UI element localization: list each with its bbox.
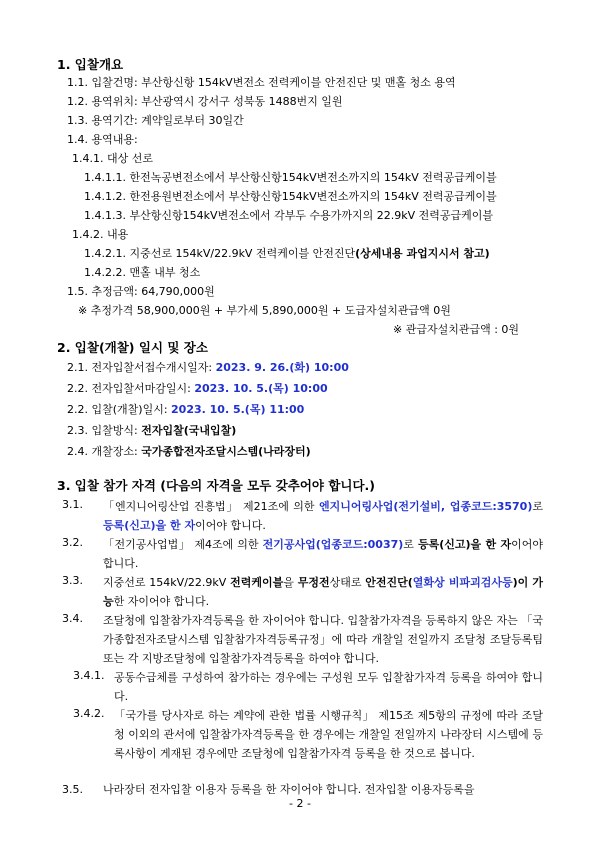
supply-note: ※ 관급자설치관급액 : 0원 [393,323,520,336]
item-2-5: 2.4. 개찰장소: 국가종합전자조달시스템(나라장터) [67,445,311,458]
bid-method: 전자입찰(국내입찰) [141,424,237,437]
item-1-4-2-2: 1.4.2.2. 맨홀 내부 청소 [84,266,201,279]
item-1-4-1-1: 1.4.1.1. 한전녹공변전소에서 부산항신항154kV변전소까지의 154kV 전력공급케이블 [84,171,497,184]
item-1-4-2-1: 1.4.2.1. 지중선로 154kV/22.9kV 전력케이블 안전진단(상세내용 과업지시서 참고) [84,247,490,260]
section-3-heading: 3. 입찰 참가 자격 (다음의 자격을 모두 갖추어야 합니다.) [57,478,376,493]
item-1-4-2: 1.4.2. 내용 [72,228,129,241]
item-2-1: 2.1. 전자입찰서접수개시일자: 2023. 9. 26.(화) 10:00 [67,361,349,374]
item-1-4-2-1-ref: (상세내용 과업지시서 참고) [355,247,490,260]
item-3-5-number: 3.5. [62,783,83,796]
price-note: ※ 추정가격 58,900,000원 + 부가세 5,890,000원 + 도급자설치관급액 0원 [78,304,451,317]
item-3-4-1-number: 3.4.1. [73,669,105,682]
opening-place: 국가종합전자조달시스템(나라장터) [141,445,311,458]
item-1-4: 1.4. 용역내용: [67,133,138,146]
item-2-4: 2.3. 입찰방식: 전자입찰(국내입찰) [67,424,237,437]
bid-open-date: 2023. 9. 26.(화) 10:00 [215,361,349,374]
item-1-4-1-2: 1.4.1.2. 한전용원변전소에서 부산항신항154kV변전소까지의 154kV 전력공급케이블 [84,190,497,203]
item-3-4-2-number: 3.4.2. [73,707,105,720]
page-number: - 2 - [289,797,311,810]
item-3-1: 「엔지니어링산업 진흥법」 제21조에 의한 엔지니어링사업(전기설비, 업종코드:3570)로 등록(신고)을 한 자이어야 합니다. [103,500,543,532]
item-3-3: 지중선로 154kV/22.9kV 전력케이블을 무정전상태로 안전진단(열화상 비파괴검사등)이 가능한 자이어야 합니다. [103,576,544,608]
item-1-2: 1.2. 용역위치: 부산광역시 강서구 성북동 1488번지 일원 [67,95,343,108]
item-1-3: 1.3. 용역기간: 계약일로부터 30일간 [67,114,244,127]
item-2-2: 2.2. 전자입찰서마감일시: 2023. 10. 5.(목) 10:00 [67,382,328,395]
opening-date: 2023. 10. 5.(목) 11:00 [171,403,305,416]
item-3-1-number: 3.1. [62,498,83,511]
item-1-5: 1.5. 추정금액: 64,790,000원 [67,285,215,298]
bid-close-date: 2023. 10. 5.(목) 10:00 [194,382,328,395]
item-3-4-number: 3.4. [62,612,83,625]
item-3-4-1: 공동수급체를 구성하여 참가하는 경우에는 구성원 모두 입찰참가자격 등록을 하여야 합니다. [114,671,543,703]
item-2-3: 2.2. 입찰(개찰)일시: 2023. 10. 5.(목) 11:00 [67,403,305,416]
item-1-4-1: 1.4.1. 대상 선로 [72,152,153,165]
item-3-4: 조달청에 입찰참가자격등록을 한 자이어야 합니다. 입찰참가자격을 등록하지 않은 자는 「국가종합전자조달시스템 입찰참가자격등록규정」에 따라 개찰일 전일까지 조달청 조달등록팀 또는 각 지방조달청에 입찰참가자격등록을 하여야 합니다. [103,614,543,665]
section-2-heading: 2. 입찰(개찰) 일시 및 장소 [57,340,208,355]
item-1-4-1-3: 1.4.1.3. 부산항신항154kV변전소에서 각부두 수용가까지의 22.9kV 전력공급케이블 [84,209,494,222]
item-3-4-2: 「국가를 당사자로 하는 계약에 관한 법률 시행규칙」 제15조 제5항의 규정에 따라 조달청 이외의 관서에 입찰참가자격등록을 한 경우에는 개찰일 전일까지 나라장터 시스템에 등록사항이 게재된 경우에만 조달청에 입찰참가자격 등록을 한 것으로 봅니다. [114,709,543,760]
item-3-3-number: 3.3. [62,574,83,587]
section-1-heading: 1. 입찰개요 [57,57,124,72]
item-1-1: 1.1. 입찰건명: 부산항신항 154kV변전소 전력케이블 안전진단 및 맨홀 청소 용역 [67,76,456,89]
item-3-5: 나라장터 전자입찰 이용자 등록을 한 자이어야 합니다. 전자입찰 이용자등록을 [103,783,475,796]
item-3-2: 「전기공사업법」 제4조에 의한 전기공사업(업종코드:0037)로 등록(신고)을 한 자이어야 합니다. [103,538,543,570]
item-3-2-number: 3.2. [62,536,83,549]
